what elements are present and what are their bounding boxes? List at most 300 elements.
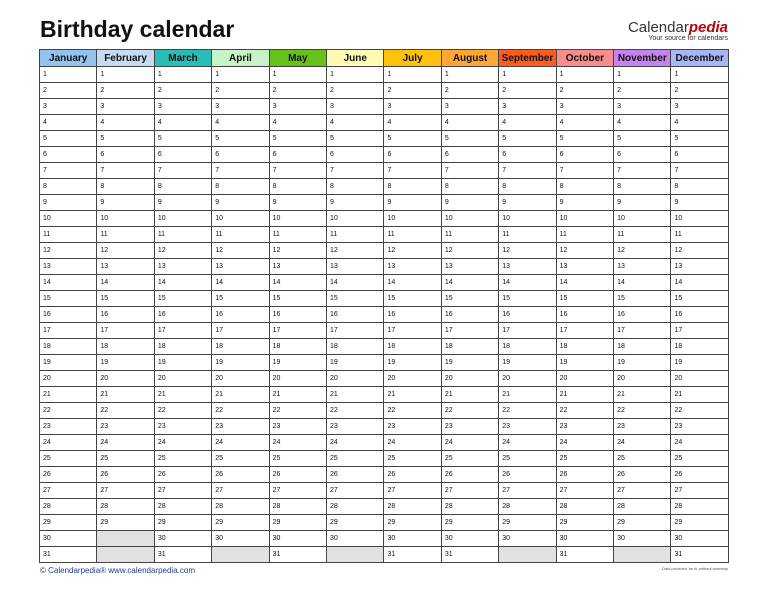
day-cell[interactable]: 20 — [384, 371, 441, 387]
day-cell[interactable]: 29 — [556, 515, 613, 531]
day-cell[interactable]: 4 — [556, 115, 613, 131]
day-cell[interactable]: 26 — [40, 467, 97, 483]
day-cell[interactable]: 9 — [327, 195, 384, 211]
day-cell[interactable]: 7 — [556, 163, 613, 179]
day-cell[interactable]: 24 — [269, 435, 326, 451]
day-cell[interactable]: 30 — [614, 531, 671, 547]
day-cell[interactable]: 8 — [671, 179, 729, 195]
day-cell[interactable]: 1 — [614, 67, 671, 83]
day-cell[interactable]: 26 — [269, 467, 326, 483]
day-cell[interactable]: 3 — [499, 99, 556, 115]
day-cell[interactable]: 27 — [384, 483, 441, 499]
day-cell[interactable]: 21 — [499, 387, 556, 403]
day-cell[interactable]: 10 — [671, 211, 729, 227]
day-cell[interactable]: 16 — [154, 307, 211, 323]
day-cell[interactable]: 15 — [212, 291, 269, 307]
day-cell[interactable]: 3 — [97, 99, 154, 115]
day-cell[interactable]: 25 — [614, 451, 671, 467]
brand-logo[interactable] — [628, 20, 728, 43]
day-cell[interactable]: 14 — [441, 275, 498, 291]
day-cell[interactable]: 5 — [614, 131, 671, 147]
day-cell[interactable]: 2 — [499, 83, 556, 99]
day-cell[interactable]: 19 — [499, 355, 556, 371]
day-cell[interactable]: 28 — [556, 499, 613, 515]
day-cell[interactable]: 24 — [441, 435, 498, 451]
day-cell[interactable]: 17 — [154, 323, 211, 339]
day-cell[interactable]: 1 — [327, 67, 384, 83]
day-cell[interactable]: 26 — [212, 467, 269, 483]
day-cell[interactable]: 9 — [154, 195, 211, 211]
day-cell[interactable]: 22 — [384, 403, 441, 419]
day-cell[interactable]: 16 — [384, 307, 441, 323]
day-cell[interactable]: 13 — [556, 259, 613, 275]
day-cell[interactable]: 29 — [671, 515, 729, 531]
day-cell[interactable]: 17 — [499, 323, 556, 339]
day-cell[interactable]: 2 — [269, 83, 326, 99]
day-cell[interactable]: 2 — [40, 83, 97, 99]
day-cell[interactable]: 20 — [40, 371, 97, 387]
day-cell[interactable]: 3 — [384, 99, 441, 115]
day-cell[interactable]: 21 — [556, 387, 613, 403]
day-cell[interactable]: 7 — [212, 163, 269, 179]
day-cell[interactable]: 1 — [40, 67, 97, 83]
day-cell[interactable]: 25 — [97, 451, 154, 467]
day-cell[interactable]: 8 — [269, 179, 326, 195]
day-cell[interactable]: 8 — [556, 179, 613, 195]
day-cell[interactable]: 27 — [671, 483, 729, 499]
day-cell[interactable]: 4 — [154, 115, 211, 131]
day-cell[interactable]: 11 — [614, 227, 671, 243]
day-cell[interactable]: 22 — [441, 403, 498, 419]
day-cell[interactable]: 23 — [212, 419, 269, 435]
day-cell[interactable]: 29 — [154, 515, 211, 531]
day-cell[interactable]: 21 — [269, 387, 326, 403]
day-cell[interactable]: 18 — [327, 339, 384, 355]
day-cell[interactable]: 27 — [327, 483, 384, 499]
day-cell[interactable]: 8 — [441, 179, 498, 195]
day-cell[interactable]: 31 — [671, 547, 729, 563]
day-cell[interactable]: 29 — [614, 515, 671, 531]
day-cell[interactable]: 25 — [269, 451, 326, 467]
day-cell[interactable]: 28 — [441, 499, 498, 515]
day-cell[interactable]: 28 — [97, 499, 154, 515]
day-cell[interactable]: 14 — [671, 275, 729, 291]
day-cell[interactable]: 23 — [441, 419, 498, 435]
day-cell[interactable]: 29 — [327, 515, 384, 531]
day-cell[interactable]: 18 — [384, 339, 441, 355]
day-cell[interactable]: 1 — [556, 67, 613, 83]
day-cell[interactable]: 12 — [556, 243, 613, 259]
day-cell[interactable]: 13 — [154, 259, 211, 275]
day-cell[interactable]: 21 — [97, 387, 154, 403]
day-cell[interactable]: 28 — [212, 499, 269, 515]
day-cell[interactable]: 16 — [671, 307, 729, 323]
day-cell[interactable]: 27 — [212, 483, 269, 499]
day-cell[interactable]: 25 — [556, 451, 613, 467]
day-cell[interactable]: 8 — [499, 179, 556, 195]
day-cell[interactable]: 15 — [441, 291, 498, 307]
day-cell[interactable]: 28 — [154, 499, 211, 515]
day-cell[interactable]: 24 — [40, 435, 97, 451]
day-cell[interactable]: 15 — [97, 291, 154, 307]
day-cell[interactable]: 3 — [212, 99, 269, 115]
day-cell[interactable]: 27 — [40, 483, 97, 499]
day-cell[interactable]: 17 — [384, 323, 441, 339]
day-cell[interactable]: 12 — [499, 243, 556, 259]
day-cell[interactable]: 21 — [671, 387, 729, 403]
day-cell[interactable]: 23 — [269, 419, 326, 435]
day-cell[interactable]: 21 — [327, 387, 384, 403]
day-cell[interactable]: 22 — [499, 403, 556, 419]
day-cell[interactable]: 26 — [441, 467, 498, 483]
day-cell[interactable]: 19 — [97, 355, 154, 371]
day-cell[interactable]: 10 — [97, 211, 154, 227]
day-cell[interactable]: 12 — [212, 243, 269, 259]
day-cell[interactable]: 26 — [671, 467, 729, 483]
day-cell[interactable]: 29 — [212, 515, 269, 531]
day-cell[interactable]: 30 — [384, 531, 441, 547]
day-cell[interactable]: 5 — [327, 131, 384, 147]
day-cell[interactable]: 4 — [384, 115, 441, 131]
day-cell[interactable]: 26 — [384, 467, 441, 483]
day-cell[interactable]: 4 — [671, 115, 729, 131]
day-cell[interactable]: 9 — [556, 195, 613, 211]
day-cell[interactable]: 22 — [269, 403, 326, 419]
day-cell[interactable]: 28 — [671, 499, 729, 515]
day-cell[interactable]: 30 — [40, 531, 97, 547]
day-cell[interactable]: 29 — [269, 515, 326, 531]
day-cell[interactable]: 13 — [97, 259, 154, 275]
day-cell[interactable]: 24 — [212, 435, 269, 451]
day-cell[interactable]: 29 — [499, 515, 556, 531]
day-cell[interactable]: 31 — [154, 547, 211, 563]
day-cell[interactable]: 19 — [614, 355, 671, 371]
day-cell[interactable]: 5 — [40, 131, 97, 147]
day-cell[interactable]: 26 — [499, 467, 556, 483]
day-cell[interactable]: 19 — [671, 355, 729, 371]
day-cell[interactable]: 17 — [97, 323, 154, 339]
day-cell[interactable]: 24 — [556, 435, 613, 451]
day-cell[interactable]: 17 — [269, 323, 326, 339]
day-cell[interactable]: 2 — [97, 83, 154, 99]
day-cell[interactable]: 1 — [671, 67, 729, 83]
day-cell[interactable]: 16 — [441, 307, 498, 323]
day-cell[interactable]: 4 — [97, 115, 154, 131]
day-cell[interactable]: 5 — [556, 131, 613, 147]
day-cell[interactable]: 15 — [384, 291, 441, 307]
day-cell[interactable]: 8 — [40, 179, 97, 195]
day-cell[interactable]: 31 — [384, 547, 441, 563]
day-cell[interactable]: 23 — [154, 419, 211, 435]
day-cell[interactable]: 5 — [499, 131, 556, 147]
day-cell[interactable]: 16 — [499, 307, 556, 323]
day-cell[interactable]: 11 — [441, 227, 498, 243]
day-cell[interactable]: 21 — [212, 387, 269, 403]
day-cell[interactable]: 15 — [556, 291, 613, 307]
day-cell[interactable]: 7 — [154, 163, 211, 179]
day-cell[interactable]: 25 — [441, 451, 498, 467]
day-cell[interactable]: 8 — [97, 179, 154, 195]
day-cell[interactable]: 13 — [327, 259, 384, 275]
day-cell[interactable]: 14 — [212, 275, 269, 291]
day-cell[interactable]: 12 — [327, 243, 384, 259]
day-cell[interactable]: 23 — [327, 419, 384, 435]
day-cell[interactable]: 27 — [269, 483, 326, 499]
day-cell[interactable]: 20 — [556, 371, 613, 387]
day-cell[interactable]: 30 — [327, 531, 384, 547]
day-cell[interactable]: 3 — [614, 99, 671, 115]
day-cell[interactable]: 20 — [269, 371, 326, 387]
day-cell[interactable]: 20 — [671, 371, 729, 387]
day-cell[interactable]: 7 — [327, 163, 384, 179]
day-cell[interactable]: 20 — [154, 371, 211, 387]
day-cell[interactable]: 20 — [614, 371, 671, 387]
day-cell[interactable]: 14 — [40, 275, 97, 291]
day-cell[interactable]: 19 — [212, 355, 269, 371]
day-cell[interactable]: 8 — [154, 179, 211, 195]
day-cell[interactable]: 21 — [384, 387, 441, 403]
day-cell[interactable]: 1 — [97, 67, 154, 83]
day-cell[interactable]: 28 — [40, 499, 97, 515]
day-cell[interactable]: 6 — [499, 147, 556, 163]
day-cell[interactable]: 4 — [212, 115, 269, 131]
day-cell[interactable]: 6 — [384, 147, 441, 163]
day-cell[interactable]: 3 — [441, 99, 498, 115]
day-cell[interactable]: 19 — [154, 355, 211, 371]
day-cell[interactable]: 28 — [499, 499, 556, 515]
day-cell[interactable]: 17 — [40, 323, 97, 339]
day-cell[interactable]: 9 — [671, 195, 729, 211]
day-cell[interactable]: 22 — [614, 403, 671, 419]
day-cell[interactable]: 6 — [212, 147, 269, 163]
day-cell[interactable]: 31 — [441, 547, 498, 563]
day-cell[interactable]: 16 — [40, 307, 97, 323]
day-cell[interactable]: 25 — [384, 451, 441, 467]
day-cell[interactable]: 27 — [614, 483, 671, 499]
day-cell[interactable]: 27 — [97, 483, 154, 499]
day-cell[interactable]: 23 — [556, 419, 613, 435]
day-cell[interactable]: 24 — [671, 435, 729, 451]
day-cell[interactable]: 18 — [40, 339, 97, 355]
day-cell[interactable]: 7 — [384, 163, 441, 179]
day-cell[interactable]: 10 — [269, 211, 326, 227]
day-cell[interactable]: 8 — [212, 179, 269, 195]
day-cell[interactable]: 4 — [441, 115, 498, 131]
day-cell[interactable]: 30 — [671, 531, 729, 547]
day-cell[interactable]: 27 — [499, 483, 556, 499]
day-cell[interactable]: 3 — [556, 99, 613, 115]
day-cell[interactable]: 9 — [384, 195, 441, 211]
day-cell[interactable]: 11 — [154, 227, 211, 243]
day-cell[interactable]: 13 — [40, 259, 97, 275]
day-cell[interactable]: 4 — [614, 115, 671, 131]
day-cell[interactable]: 1 — [499, 67, 556, 83]
day-cell[interactable]: 7 — [441, 163, 498, 179]
footer-copyright[interactable]: © Calendarpedia® www.calendarpedia.com — [40, 566, 195, 575]
day-cell[interactable]: 13 — [384, 259, 441, 275]
day-cell[interactable]: 3 — [671, 99, 729, 115]
day-cell[interactable]: 2 — [614, 83, 671, 99]
day-cell[interactable]: 27 — [154, 483, 211, 499]
day-cell[interactable]: 6 — [327, 147, 384, 163]
day-cell[interactable]: 2 — [556, 83, 613, 99]
day-cell[interactable]: 6 — [556, 147, 613, 163]
day-cell[interactable]: 14 — [614, 275, 671, 291]
day-cell[interactable]: 12 — [269, 243, 326, 259]
day-cell[interactable]: 28 — [327, 499, 384, 515]
day-cell[interactable]: 18 — [671, 339, 729, 355]
day-cell[interactable]: 20 — [499, 371, 556, 387]
day-cell[interactable]: 9 — [614, 195, 671, 211]
day-cell[interactable]: 16 — [269, 307, 326, 323]
day-cell[interactable]: 23 — [499, 419, 556, 435]
day-cell[interactable]: 18 — [97, 339, 154, 355]
day-cell[interactable]: 23 — [40, 419, 97, 435]
day-cell[interactable]: 2 — [212, 83, 269, 99]
day-cell[interactable]: 24 — [97, 435, 154, 451]
day-cell[interactable]: 25 — [40, 451, 97, 467]
day-cell[interactable]: 12 — [97, 243, 154, 259]
day-cell[interactable]: 22 — [97, 403, 154, 419]
day-cell[interactable]: 11 — [40, 227, 97, 243]
day-cell[interactable]: 30 — [154, 531, 211, 547]
day-cell[interactable]: 5 — [269, 131, 326, 147]
day-cell[interactable]: 19 — [269, 355, 326, 371]
day-cell[interactable]: 6 — [269, 147, 326, 163]
day-cell[interactable]: 21 — [40, 387, 97, 403]
day-cell[interactable]: 13 — [614, 259, 671, 275]
day-cell[interactable]: 10 — [441, 211, 498, 227]
day-cell[interactable]: 25 — [671, 451, 729, 467]
day-cell[interactable]: 22 — [154, 403, 211, 419]
day-cell[interactable]: 1 — [154, 67, 211, 83]
day-cell[interactable]: 18 — [269, 339, 326, 355]
day-cell[interactable]: 28 — [384, 499, 441, 515]
day-cell[interactable]: 17 — [212, 323, 269, 339]
day-cell[interactable]: 30 — [212, 531, 269, 547]
day-cell[interactable]: 25 — [327, 451, 384, 467]
day-cell[interactable]: 4 — [499, 115, 556, 131]
day-cell[interactable]: 20 — [327, 371, 384, 387]
day-cell[interactable]: 7 — [499, 163, 556, 179]
day-cell[interactable]: 1 — [384, 67, 441, 83]
day-cell[interactable]: 17 — [441, 323, 498, 339]
day-cell[interactable]: 29 — [384, 515, 441, 531]
day-cell[interactable]: 5 — [154, 131, 211, 147]
day-cell[interactable]: 11 — [97, 227, 154, 243]
day-cell[interactable]: 14 — [269, 275, 326, 291]
day-cell[interactable]: 22 — [556, 403, 613, 419]
day-cell[interactable]: 22 — [671, 403, 729, 419]
day-cell[interactable]: 31 — [269, 547, 326, 563]
day-cell[interactable]: 9 — [212, 195, 269, 211]
day-cell[interactable]: 19 — [40, 355, 97, 371]
day-cell[interactable]: 19 — [327, 355, 384, 371]
day-cell[interactable]: 2 — [154, 83, 211, 99]
day-cell[interactable]: 10 — [212, 211, 269, 227]
day-cell[interactable]: 22 — [212, 403, 269, 419]
day-cell[interactable]: 4 — [269, 115, 326, 131]
day-cell[interactable]: 3 — [327, 99, 384, 115]
day-cell[interactable]: 30 — [441, 531, 498, 547]
day-cell[interactable]: 7 — [671, 163, 729, 179]
day-cell[interactable]: 6 — [441, 147, 498, 163]
day-cell[interactable]: 8 — [384, 179, 441, 195]
day-cell[interactable]: 17 — [671, 323, 729, 339]
day-cell[interactable]: 16 — [327, 307, 384, 323]
day-cell[interactable]: 14 — [154, 275, 211, 291]
day-cell[interactable]: 11 — [327, 227, 384, 243]
day-cell[interactable]: 27 — [556, 483, 613, 499]
day-cell[interactable]: 10 — [40, 211, 97, 227]
day-cell[interactable]: 1 — [441, 67, 498, 83]
day-cell[interactable]: 11 — [384, 227, 441, 243]
day-cell[interactable]: 10 — [556, 211, 613, 227]
day-cell[interactable]: 12 — [154, 243, 211, 259]
day-cell[interactable]: 13 — [441, 259, 498, 275]
day-cell[interactable]: 10 — [384, 211, 441, 227]
day-cell[interactable]: 13 — [269, 259, 326, 275]
day-cell[interactable]: 30 — [556, 531, 613, 547]
day-cell[interactable]: 9 — [441, 195, 498, 211]
day-cell[interactable]: 16 — [97, 307, 154, 323]
day-cell[interactable]: 12 — [441, 243, 498, 259]
day-cell[interactable]: 26 — [154, 467, 211, 483]
day-cell[interactable]: 11 — [671, 227, 729, 243]
day-cell[interactable]: 20 — [97, 371, 154, 387]
day-cell[interactable]: 31 — [556, 547, 613, 563]
day-cell[interactable]: 9 — [40, 195, 97, 211]
day-cell[interactable]: 15 — [614, 291, 671, 307]
day-cell[interactable]: 8 — [614, 179, 671, 195]
day-cell[interactable]: 19 — [441, 355, 498, 371]
day-cell[interactable]: 3 — [40, 99, 97, 115]
day-cell[interactable]: 6 — [614, 147, 671, 163]
day-cell[interactable]: 24 — [614, 435, 671, 451]
day-cell[interactable]: 20 — [441, 371, 498, 387]
day-cell[interactable]: 13 — [212, 259, 269, 275]
day-cell[interactable]: 22 — [327, 403, 384, 419]
day-cell[interactable]: 16 — [614, 307, 671, 323]
day-cell[interactable]: 12 — [614, 243, 671, 259]
day-cell[interactable]: 21 — [614, 387, 671, 403]
day-cell[interactable]: 5 — [441, 131, 498, 147]
day-cell[interactable]: 10 — [154, 211, 211, 227]
day-cell[interactable]: 5 — [671, 131, 729, 147]
day-cell[interactable]: 5 — [97, 131, 154, 147]
day-cell[interactable]: 5 — [384, 131, 441, 147]
day-cell[interactable]: 1 — [269, 67, 326, 83]
day-cell[interactable]: 26 — [97, 467, 154, 483]
day-cell[interactable]: 26 — [556, 467, 613, 483]
day-cell[interactable]: 12 — [671, 243, 729, 259]
day-cell[interactable]: 24 — [499, 435, 556, 451]
day-cell[interactable]: 28 — [269, 499, 326, 515]
day-cell[interactable]: 23 — [384, 419, 441, 435]
day-cell[interactable]: 18 — [614, 339, 671, 355]
day-cell[interactable]: 12 — [40, 243, 97, 259]
day-cell[interactable]: 21 — [154, 387, 211, 403]
day-cell[interactable]: 10 — [327, 211, 384, 227]
day-cell[interactable]: 3 — [269, 99, 326, 115]
day-cell[interactable]: 27 — [441, 483, 498, 499]
day-cell[interactable]: 18 — [556, 339, 613, 355]
day-cell[interactable]: 14 — [327, 275, 384, 291]
day-cell[interactable]: 30 — [269, 531, 326, 547]
day-cell[interactable]: 13 — [671, 259, 729, 275]
day-cell[interactable]: 18 — [212, 339, 269, 355]
day-cell[interactable]: 8 — [327, 179, 384, 195]
